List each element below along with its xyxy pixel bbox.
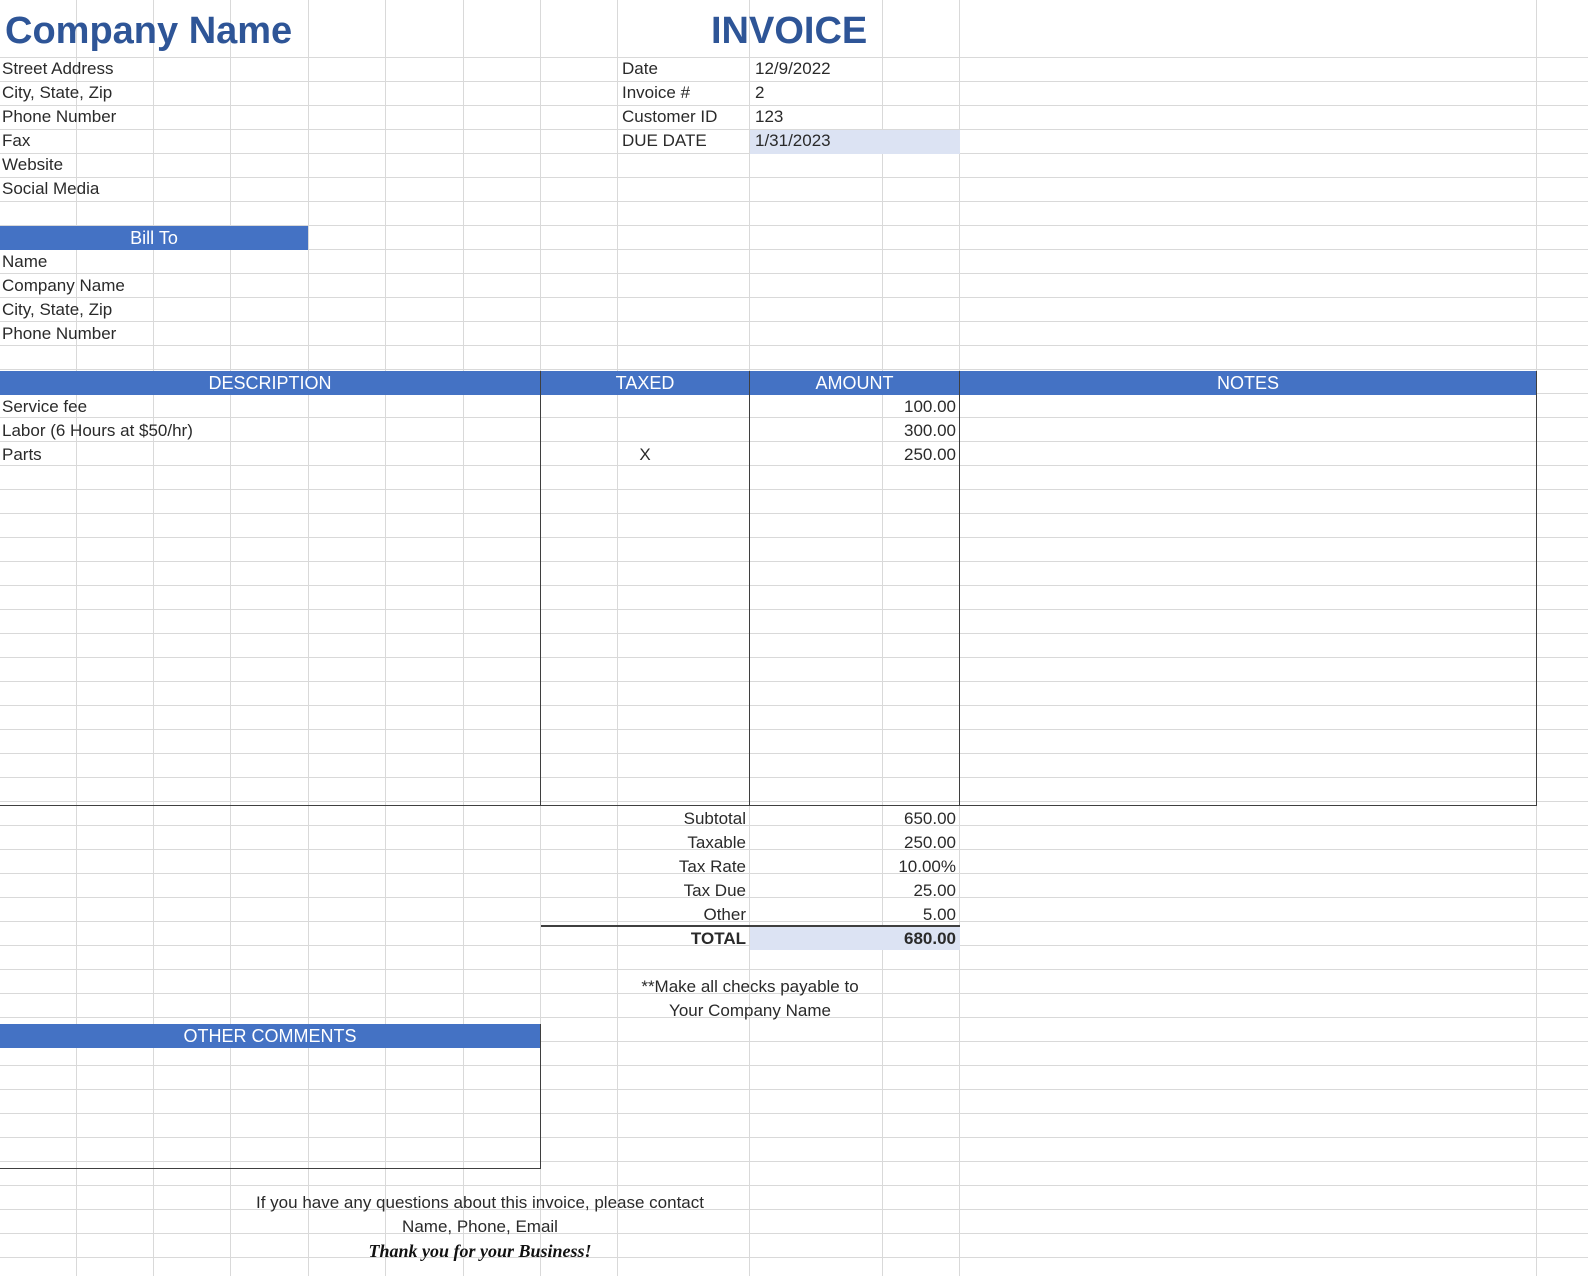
due-date-label[interactable]: DUE DATE xyxy=(622,131,707,150)
subtotal-value[interactable]: 650.00 xyxy=(904,809,956,828)
footer-thanks[interactable]: Thank you for your Business! xyxy=(368,1241,592,1261)
date-label[interactable]: Date xyxy=(622,59,658,78)
customer-id-value[interactable]: 123 xyxy=(755,107,784,126)
other-comments-border xyxy=(540,1024,541,1169)
payable-note-line2[interactable]: Your Company Name xyxy=(669,1001,831,1020)
items-table-border xyxy=(959,371,960,806)
other-comments-border xyxy=(0,1168,541,1169)
total-value[interactable]: 680.00 xyxy=(904,929,956,948)
footer-contact-line[interactable]: If you have any questions about this invoice, please contact xyxy=(256,1193,704,1212)
items-table-border xyxy=(1536,371,1537,806)
company-address-line[interactable]: Street Address xyxy=(2,59,114,78)
tax-due-label[interactable]: Tax Due xyxy=(683,881,746,900)
items-table-border xyxy=(0,805,1537,806)
bill-to-line[interactable]: City, State, Zip xyxy=(2,300,113,319)
other-value[interactable]: 5.00 xyxy=(922,905,956,924)
taxable-value[interactable]: 250.00 xyxy=(904,833,956,852)
item-amount[interactable]: 100.00 xyxy=(904,397,956,416)
item-taxed[interactable] xyxy=(541,419,749,443)
customer-id-label[interactable]: Customer ID xyxy=(622,107,718,126)
bill-to-line[interactable]: Company Name xyxy=(2,276,125,295)
description-column-header[interactable]: DESCRIPTION xyxy=(0,371,540,395)
taxed-column-header[interactable]: TAXED xyxy=(541,371,749,395)
other-label[interactable]: Other xyxy=(703,905,746,924)
total-label[interactable]: TOTAL xyxy=(690,929,746,948)
invoice-number-label[interactable]: Invoice # xyxy=(622,83,691,102)
company-name-title[interactable]: Company Name xyxy=(5,10,293,52)
company-address-line[interactable]: Social Media xyxy=(2,179,100,198)
subtotal-label[interactable]: Subtotal xyxy=(683,809,746,828)
item-description[interactable]: Labor (6 Hours at $50/hr) xyxy=(2,421,193,440)
other-comments-header[interactable]: OTHER COMMENTS xyxy=(0,1024,540,1048)
bill-to-line[interactable]: Name xyxy=(2,252,48,271)
item-description[interactable]: Parts xyxy=(2,445,42,464)
total-separator-line xyxy=(541,925,960,927)
other-comments-area[interactable] xyxy=(0,1048,540,1168)
taxable-label[interactable]: Taxable xyxy=(687,833,746,852)
bill-to-header[interactable]: Bill To xyxy=(0,226,308,250)
item-amount[interactable]: 300.00 xyxy=(904,421,956,440)
amount-column-header[interactable]: AMOUNT xyxy=(750,371,959,395)
invoice-number-value[interactable]: 2 xyxy=(755,83,765,102)
tax-rate-label[interactable]: Tax Rate xyxy=(678,857,746,876)
company-address-line[interactable]: Phone Number xyxy=(2,107,117,126)
items-table-border xyxy=(540,371,541,806)
company-address-line[interactable]: City, State, Zip xyxy=(2,83,113,102)
item-taxed[interactable]: X xyxy=(639,445,651,464)
due-date-value[interactable]: 1/31/2023 xyxy=(755,131,831,150)
tax-rate-value[interactable]: 10.00% xyxy=(898,857,956,876)
item-amount[interactable]: 250.00 xyxy=(904,445,956,464)
footer-contact-names[interactable]: Name, Phone, Email xyxy=(402,1217,558,1236)
item-description[interactable]: Service fee xyxy=(2,397,88,416)
company-address-line[interactable]: Website xyxy=(2,155,64,174)
bill-to-line[interactable]: Phone Number xyxy=(2,324,117,343)
tax-due-value[interactable]: 25.00 xyxy=(913,881,956,900)
company-address-line[interactable]: Fax xyxy=(2,131,31,150)
date-value[interactable]: 12/9/2022 xyxy=(755,59,831,78)
notes-column-header[interactable]: NOTES xyxy=(960,371,1536,395)
payable-note-line1[interactable]: **Make all checks payable to xyxy=(641,977,859,996)
items-table-border xyxy=(749,371,750,806)
invoice-title[interactable]: INVOICE xyxy=(711,10,868,52)
item-taxed[interactable] xyxy=(541,395,749,419)
